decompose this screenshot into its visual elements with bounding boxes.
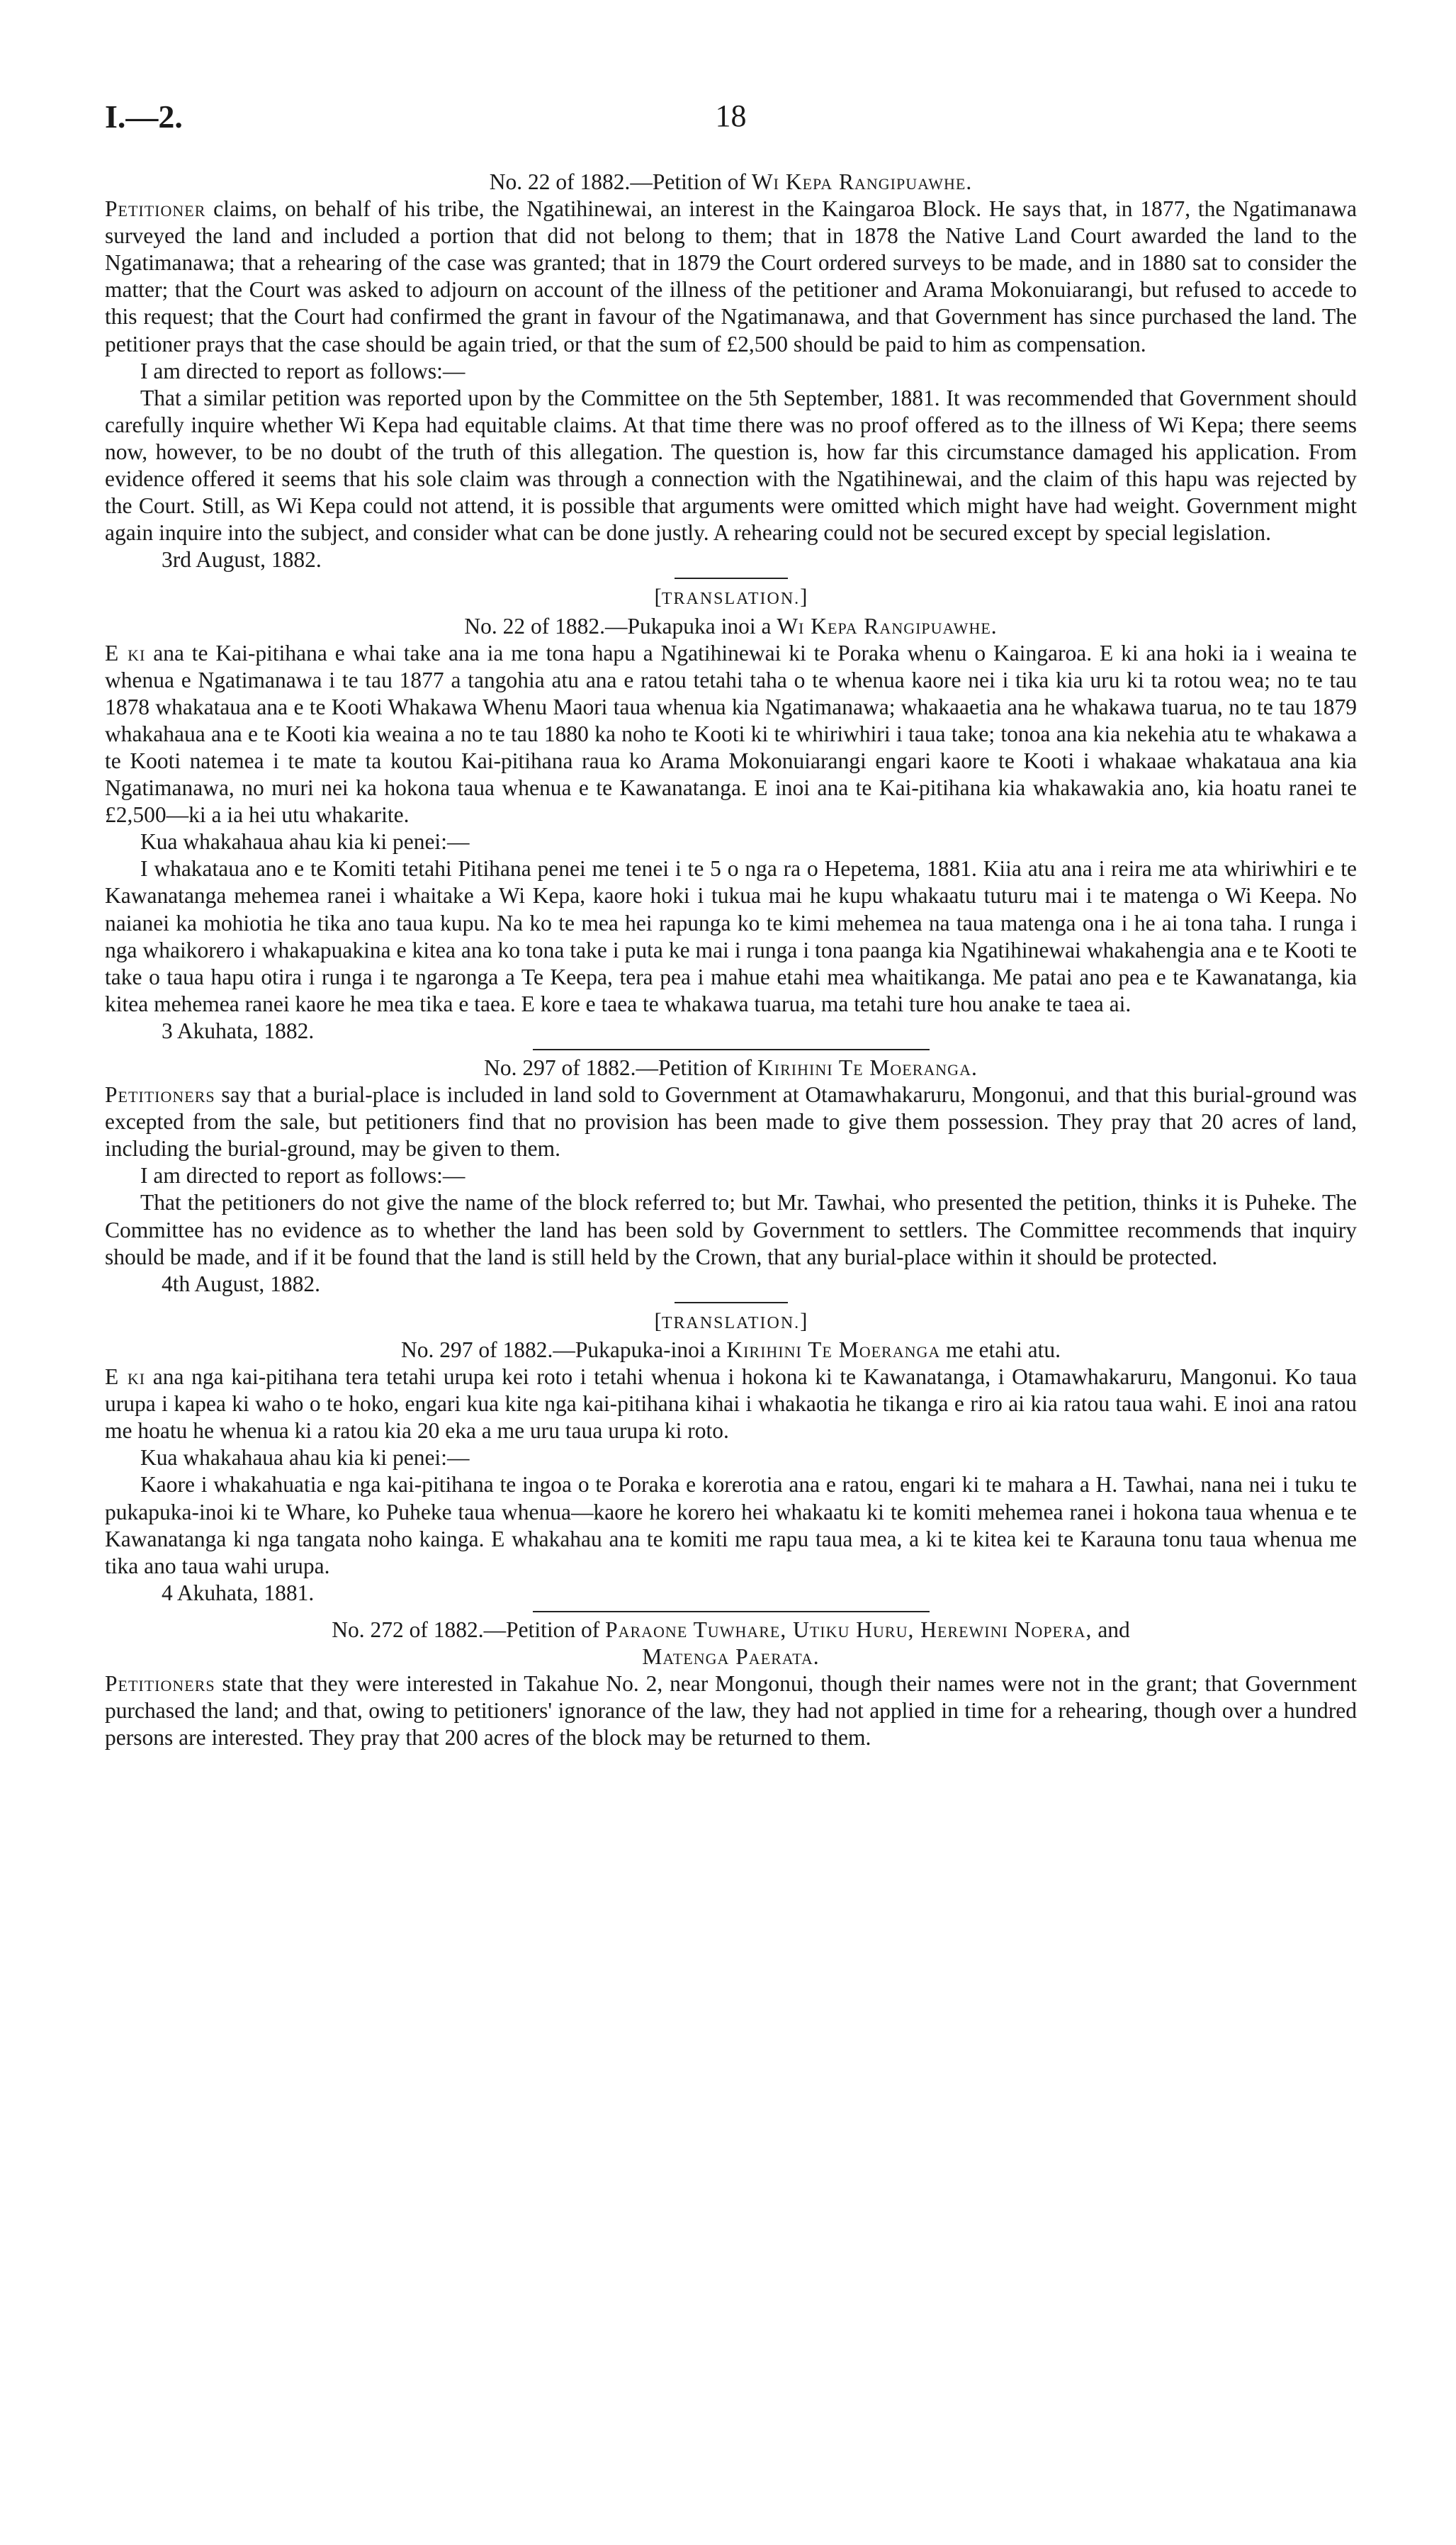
directed-line: Kua whakahaua ahau kia ki penei:— [140, 829, 470, 855]
divider [675, 1302, 788, 1303]
report-date: 3 Akuhata, 1882. [162, 1018, 315, 1043]
summary-text: ana te Kai-pitihana e whai take ana ia me tona hapu a Ngatihinewai ki te Poraka whenu o Kaingaroa. E ki ana hoki ia i weaina te whenua e Ngatimanawa i te tau 1877 a tangohia atu ana e ratou tetahi taha o te whenua kaore nei i tika kia uru ki ta rotou wea; no te tau 1878 whakataua ana e te Kooti Whakawa Whenu Maori taua whenua kia Ngatimanawa; whakaaetia ana he whakawa tuarua, no te tau 1879 whakahaua ana e te Kooti kia weaina a no te tau 1880 ka noho te Kooti ki te whiriwhiri i taua take; tonoa ana kia nekehia atu te whakawa a te Kooti natemea i te mate ta koutou Kai-pitihana raua ko Arama Mokonuiarangi engari kaore te Kooti i whakaae whakataua ana kia Ngatimanawa, no muri nei ka hokona taua whenua e te Kawanatanga. E inoi ana te Kai-pitihana kia whakawakia ano, kia hoatu ranei te £2,500—ki a ia hei utu whakarite. [105, 640, 1357, 828]
heading-text: No. 22 of 1882.—Petition of [489, 169, 752, 194]
petition-summary [105, 1364, 1357, 1444]
petition-summary [105, 1082, 1357, 1162]
heading-text: No. 272 of 1882.—Petition of [332, 1617, 606, 1642]
directed-line: I am directed to report as follows:— [140, 1163, 465, 1189]
divider [675, 578, 788, 579]
heading-suffix: and [1092, 1617, 1130, 1642]
heading-suffix: me etahi atu. [940, 1337, 1061, 1362]
petition-heading [105, 1617, 1357, 1644]
translation-label: [TRANSLATION.] [654, 584, 808, 609]
report-date: 3rd August, 1882. [162, 547, 322, 573]
page-body [105, 169, 1357, 1751]
petitioner-name: Paraone Tuwhare, Utiku Huru, Herewini Nopera, [605, 1617, 1093, 1642]
divider [533, 1049, 930, 1050]
committee-report: Kaore i whakahuatia e nga kai-pitihana te ingoa o te Poraka e korerotia ana e ratou, engari ki te mahara a H. Tawhai, nana nei i tuku te pukapuka-inoi ki te Whare, ko Puheke taua whenua—kaore he korero hei whakaatu ki te komiti mehemea ranei i hokona taua whenua e te Kawanatanga ki nga tangata noho kainga. E whakahau ana te komiti me rapu taua mea, a ki te kitea kei te Karauna tonu taua whenua me tika ano taua wahi urupa. [105, 1472, 1357, 1578]
committee-report: That the petitioners do not give the name of the block referred to; but Mr. Tawhai, who presented the petition, thinks it is Puheke. The Committee has no evidence as to whether the land has been sold by Government to settlers. The Committee recommends that inquiry should be made, and if it be found that the land is still held by the Crown, that any burial-place within it should be protected. [105, 1190, 1357, 1269]
lead-word: Petitioner [105, 196, 206, 222]
report-date: 4 Akuhata, 1881. [162, 1580, 315, 1605]
petitioner-name: Wi Kepa Rangipuawhe. [777, 613, 998, 639]
lead-word: E ki [105, 640, 146, 665]
petition-heading [105, 1055, 1357, 1082]
report-date: 4th August, 1882. [162, 1271, 321, 1296]
committee-report: That a similar petition was reported upon by the Committee on the 5th September, 1881. It was recommended that Government should carefully inquire whether Wi Kepa had equitable claims. At that time there was no proof offered as to the illness of Wi Kepa; there seems now, however, to be no doubt of the truth of this allegation. The question is, how far this circumstance damaged his application. From evidence offered it seems that his sole claim was through a connection with the Ngatihinewai, and the claim of this hapu was rejected by the Court. Still, as Wi Kepa could not attend, it is possible that arguments were omitted which might have had weight. Government might again inquire into the subject, and consider what can be done justly. A rehearing could not be secured except by special legislation. [105, 385, 1357, 546]
parliamentary-paper-reference: I.—2. [105, 99, 183, 135]
heading-text: No. 22 of 1882.—Pukapuka inoi a [464, 613, 777, 639]
petition-heading [105, 1337, 1357, 1364]
petitioner-name: Kirihini Te Moeranga. [757, 1055, 978, 1080]
page-number: 18 [715, 99, 747, 133]
petition-summary [105, 196, 1357, 358]
petition-summary [105, 1670, 1357, 1751]
lead-word: Petitioners [105, 1082, 215, 1108]
page-header [105, 98, 1357, 140]
lead-word: E ki [105, 1364, 146, 1390]
heading-text: No. 297 of 1882.—Petition of [484, 1055, 758, 1080]
translation-label: [TRANSLATION.] [654, 1308, 808, 1333]
petitioner-name: Wi Kepa Rangipuawhe. [751, 169, 973, 194]
summary-text: state that they were interested in Takahue No. 2, near Mongonui, though their names were not in the grant; that Government purchased the land; and that, owing to petitioners' ignorance of the law, they had not applied in time for a rehearing, though over a hundred persons are interested. They pray that 200 acres of the block may be returned to them. [105, 1671, 1357, 1751]
directed-line: I am directed to report as follows:— [140, 358, 465, 383]
petitioner-name: Kirihini Te Moeranga [726, 1337, 941, 1362]
petitioner-name-continued: Matenga Paerata. [642, 1644, 820, 1669]
directed-line: Kua whakahaua ahau kia ki penei:— [140, 1445, 470, 1471]
petition-summary [105, 640, 1357, 829]
divider [533, 1611, 930, 1612]
summary-text: say that a burial-place is included in land sold to Government at Otamawhakaruru, Mongonui, and that this burial-ground was excepted from the sale, but petitioners find that no provision has been made to give them possession. They pray that 20 acres of land, including the burial-ground, may be given to them. [105, 1082, 1357, 1162]
heading-text: No. 297 of 1882.—Pukapuka-inoi a [401, 1337, 727, 1362]
summary-text: ana nga kai-pitihana tera tetahi urupa kei roto i tetahi whenua i hokona ki te Kawanatanga, i Otamawhakaruru, Mangonui. Ko taua urupa i kapea ki waho o te hoko, engari kua kite nga kai-pitihana kihai i whakaotia he tikanga e riro ai kia ratou taua wahi. E inoi ana ratou me hoatu he whenua ki a ratou kia 20 eka a me uru taua urupa ki roto. [105, 1364, 1357, 1444]
lead-word: Petitioners [105, 1671, 215, 1697]
summary-text: claims, on behalf of his tribe, the Ngatihinewai, an interest in the Kaingaroa Block. He says that, in 1877, the Ngatimanawa surveyed the land and included a portion that did not belong to them; that in 1878 the Native Land Court awarded the land to the Ngatimanawa; that a rehearing of the case was granted; that in 1879 the Court ordered surveys to be made, and in 1880 sat to consider the matter; that the Court was asked to adjourn on account of the illness of the petitioner and Arama Mokonuiarangi, but refused to accede to this request; that the Court had confirmed the grant in favour of the Ngatimanawa, and that Government has since purchased the land. The petitioner prays that the case should be again tried, or that the sum of £2,500 should be paid to him as compensation. [105, 196, 1357, 356]
petition-heading [105, 613, 1357, 640]
translation-label-text: TRANSLATION. [661, 590, 801, 609]
petition-heading [105, 169, 1357, 196]
translation-label-text: TRANSLATION. [661, 1313, 801, 1332]
committee-report: I whakataua ano e te Komiti tetahi Pitihana penei me tenei i te 5 o nga ra o Hepetema, 1881. Kiia atu ana i reira me ata whiriwhiri e te Kawanatanga mehemea ranei i whaitake a Wi Kepa, kaore hoki i tukua mai he kupu whakaatu tuturu mai i te matenga o Wi Keepa. No naianei ka mohiotia he tika ano taua kupu. Na ko te mea hei rapunga ko te kimi mehemea na taua matenga ona i he ai tona taha. I runga i nga whaikorero i whakapuakina e kitea ana ko tona take i puta ke mai i runga i tona paanga kia Ngatihinewai whakahengia ana e te Kooti te take o taua hapu otira i runga i te ngaronga a Te Keepa, tera pea i mahue etahi mea whaitikanga. Me patai ano pea e te Kawanatanga, kia kitea mehemea ranei kaore he mea tika e taea. E kore e taea te whakawa tuarua, ma tetahi ture hou anake te taea ai. [105, 856, 1357, 1016]
